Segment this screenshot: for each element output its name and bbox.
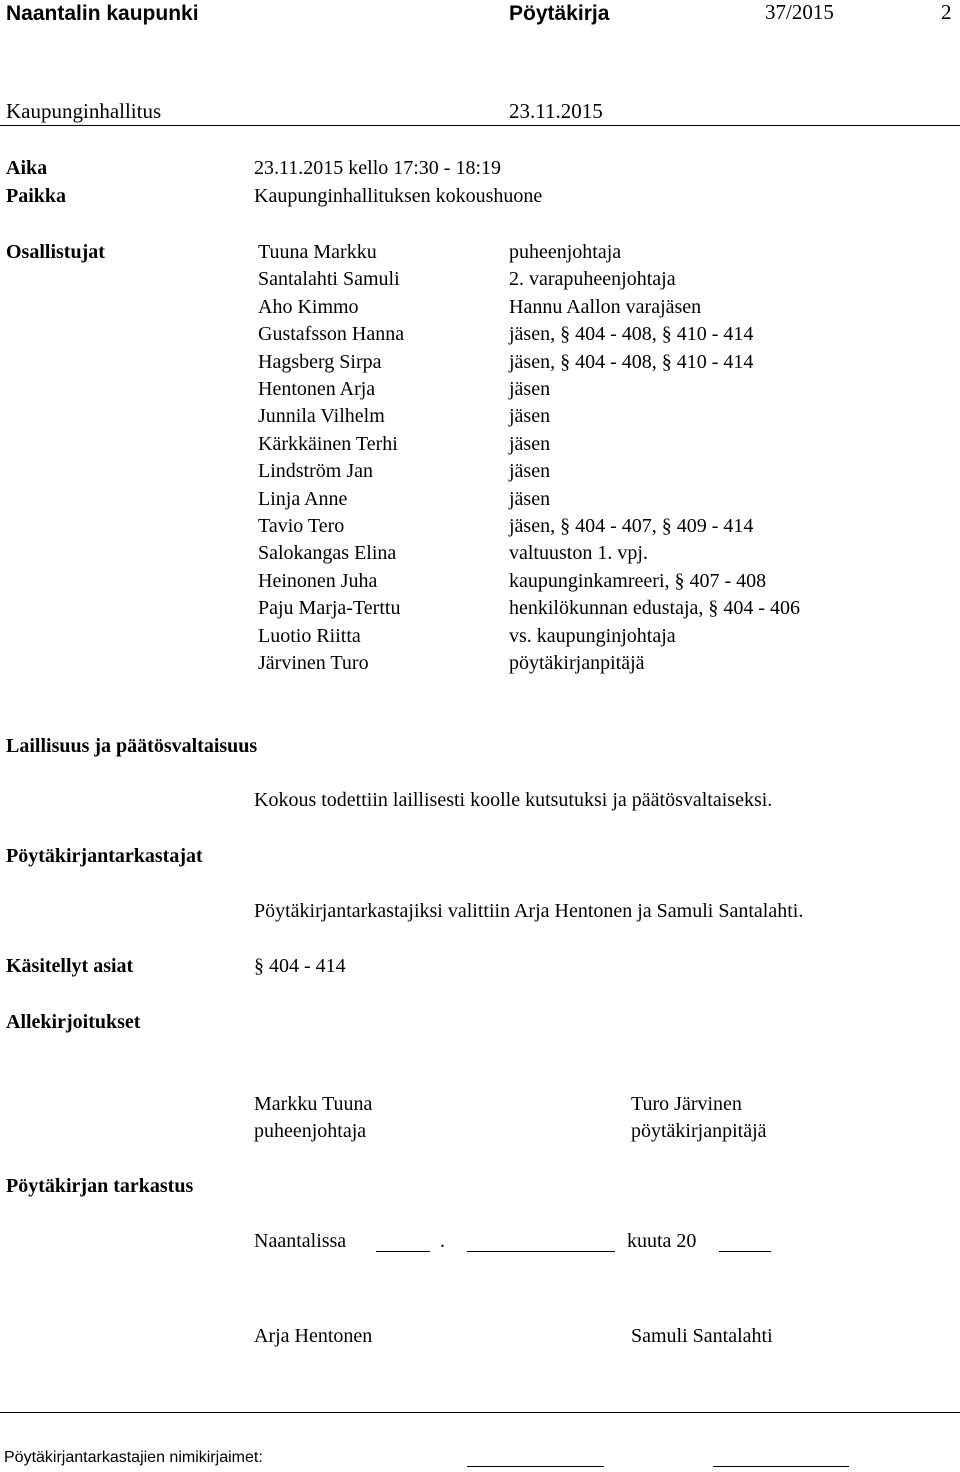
document-number: 37/2015 xyxy=(765,0,834,24)
participant-role: Hannu Aallon varajäsen xyxy=(509,296,702,318)
reviewers-text: Pöytäkirjantarkastajiksi valittiin Arja Hentonen ja Samuli Santalahti. xyxy=(254,900,804,922)
meeting-date: 23.11.2015 xyxy=(509,99,603,123)
participants-label: Osallistujat xyxy=(6,241,105,263)
initials-blank-2 xyxy=(713,1466,849,1467)
participant-role: jäsen, § 404 - 407, § 409 - 414 xyxy=(509,515,754,537)
participant-role: jäsen, § 404 - 408, § 410 - 414 xyxy=(509,351,754,373)
participant-name: Kärkkäinen Terhi xyxy=(258,433,398,455)
reviewer-2-name: Samuli Santalahti xyxy=(631,1325,773,1347)
participant-name: Paju Marja-Terttu xyxy=(258,597,401,619)
participant-role: jäsen xyxy=(509,460,551,482)
footer-rule xyxy=(0,1412,960,1413)
items-value: § 404 - 414 xyxy=(254,955,346,977)
participant-name: Santalahti Samuli xyxy=(258,268,400,290)
chair-role: puheenjohtaja xyxy=(254,1120,367,1142)
secretary-role: pöytäkirjanpitäjä xyxy=(631,1120,767,1142)
review-month-text: kuuta 20 xyxy=(627,1230,697,1252)
participant-name: Tuuna Markku xyxy=(258,241,377,263)
participant-role: henkilökunnan edustaja, § 404 - 406 xyxy=(509,597,801,619)
organ-name: Kaupunginhallitus xyxy=(6,99,162,123)
participant-name: Lindström Jan xyxy=(258,460,373,482)
initials-label: Pöytäkirjantarkastajien nimikirjaimet: xyxy=(4,1449,263,1466)
legality-label: Laillisuus ja päätösvaltaisuus xyxy=(6,735,258,757)
time-value: 23.11.2015 kello 17:30 - 18:19 xyxy=(254,157,502,179)
participant-name: Heinonen Juha xyxy=(258,570,378,592)
participant-role: pöytäkirjanpitäjä xyxy=(509,652,645,674)
signatures-label: Allekirjoitukset xyxy=(6,1011,141,1033)
participant-role: jäsen xyxy=(509,378,551,400)
participant-name: Salokangas Elina xyxy=(258,542,397,564)
participant-name: Hentonen Arja xyxy=(258,378,376,400)
place-label: Paikka xyxy=(6,185,67,207)
participant-name: Luotio Riitta xyxy=(258,625,361,647)
participant-name: Hagsberg Sirpa xyxy=(258,351,382,373)
participant-role: 2. varapuheenjohtaja xyxy=(509,268,676,290)
review-dot: . xyxy=(440,1230,445,1252)
participant-role: jäsen, § 404 - 408, § 410 - 414 xyxy=(509,323,754,345)
initials-blank-1 xyxy=(467,1466,604,1467)
participant-role: jäsen xyxy=(509,405,551,427)
day-blank xyxy=(376,1251,430,1252)
reviewer-1-name: Arja Hentonen xyxy=(254,1325,373,1347)
chair-name: Markku Tuuna xyxy=(254,1093,373,1115)
participant-role: jäsen xyxy=(509,488,551,510)
participant-role: valtuuston 1. vpj. xyxy=(509,542,648,564)
city-name: Naantalin kaupunki xyxy=(6,2,199,25)
participant-name: Tavio Tero xyxy=(258,515,345,537)
items-label: Käsitellyt asiat xyxy=(6,955,134,977)
year-blank xyxy=(719,1251,771,1252)
participant-name: Järvinen Turo xyxy=(258,652,369,674)
time-label: Aika xyxy=(6,157,48,179)
participant-name: Junnila Vilhelm xyxy=(258,405,385,427)
participant-role: kaupunginkamreeri, § 407 - 408 xyxy=(509,570,767,592)
participant-name: Aho Kimmo xyxy=(258,296,359,318)
review-place: Naantalissa xyxy=(254,1230,347,1252)
header-rule xyxy=(0,125,960,126)
document-type: Pöytäkirja xyxy=(509,2,610,25)
place-value: Kaupunginhallituksen kokoushuone xyxy=(254,185,543,207)
month-blank xyxy=(467,1251,615,1252)
review-label: Pöytäkirjan tarkastus xyxy=(6,1175,194,1197)
page-number: 2 xyxy=(941,0,952,24)
participant-role: vs. kaupunginjohtaja xyxy=(509,625,676,647)
participant-role: jäsen xyxy=(509,433,551,455)
reviewers-label: Pöytäkirjantarkastajat xyxy=(6,845,203,867)
participant-name: Gustafsson Hanna xyxy=(258,323,405,345)
participant-role: puheenjohtaja xyxy=(509,241,622,263)
legality-text: Kokous todettiin laillisesti koolle kutsutuksi ja päätösvaltaiseksi. xyxy=(254,789,773,811)
secretary-name: Turo Järvinen xyxy=(631,1093,742,1115)
participant-name: Linja Anne xyxy=(258,488,348,510)
